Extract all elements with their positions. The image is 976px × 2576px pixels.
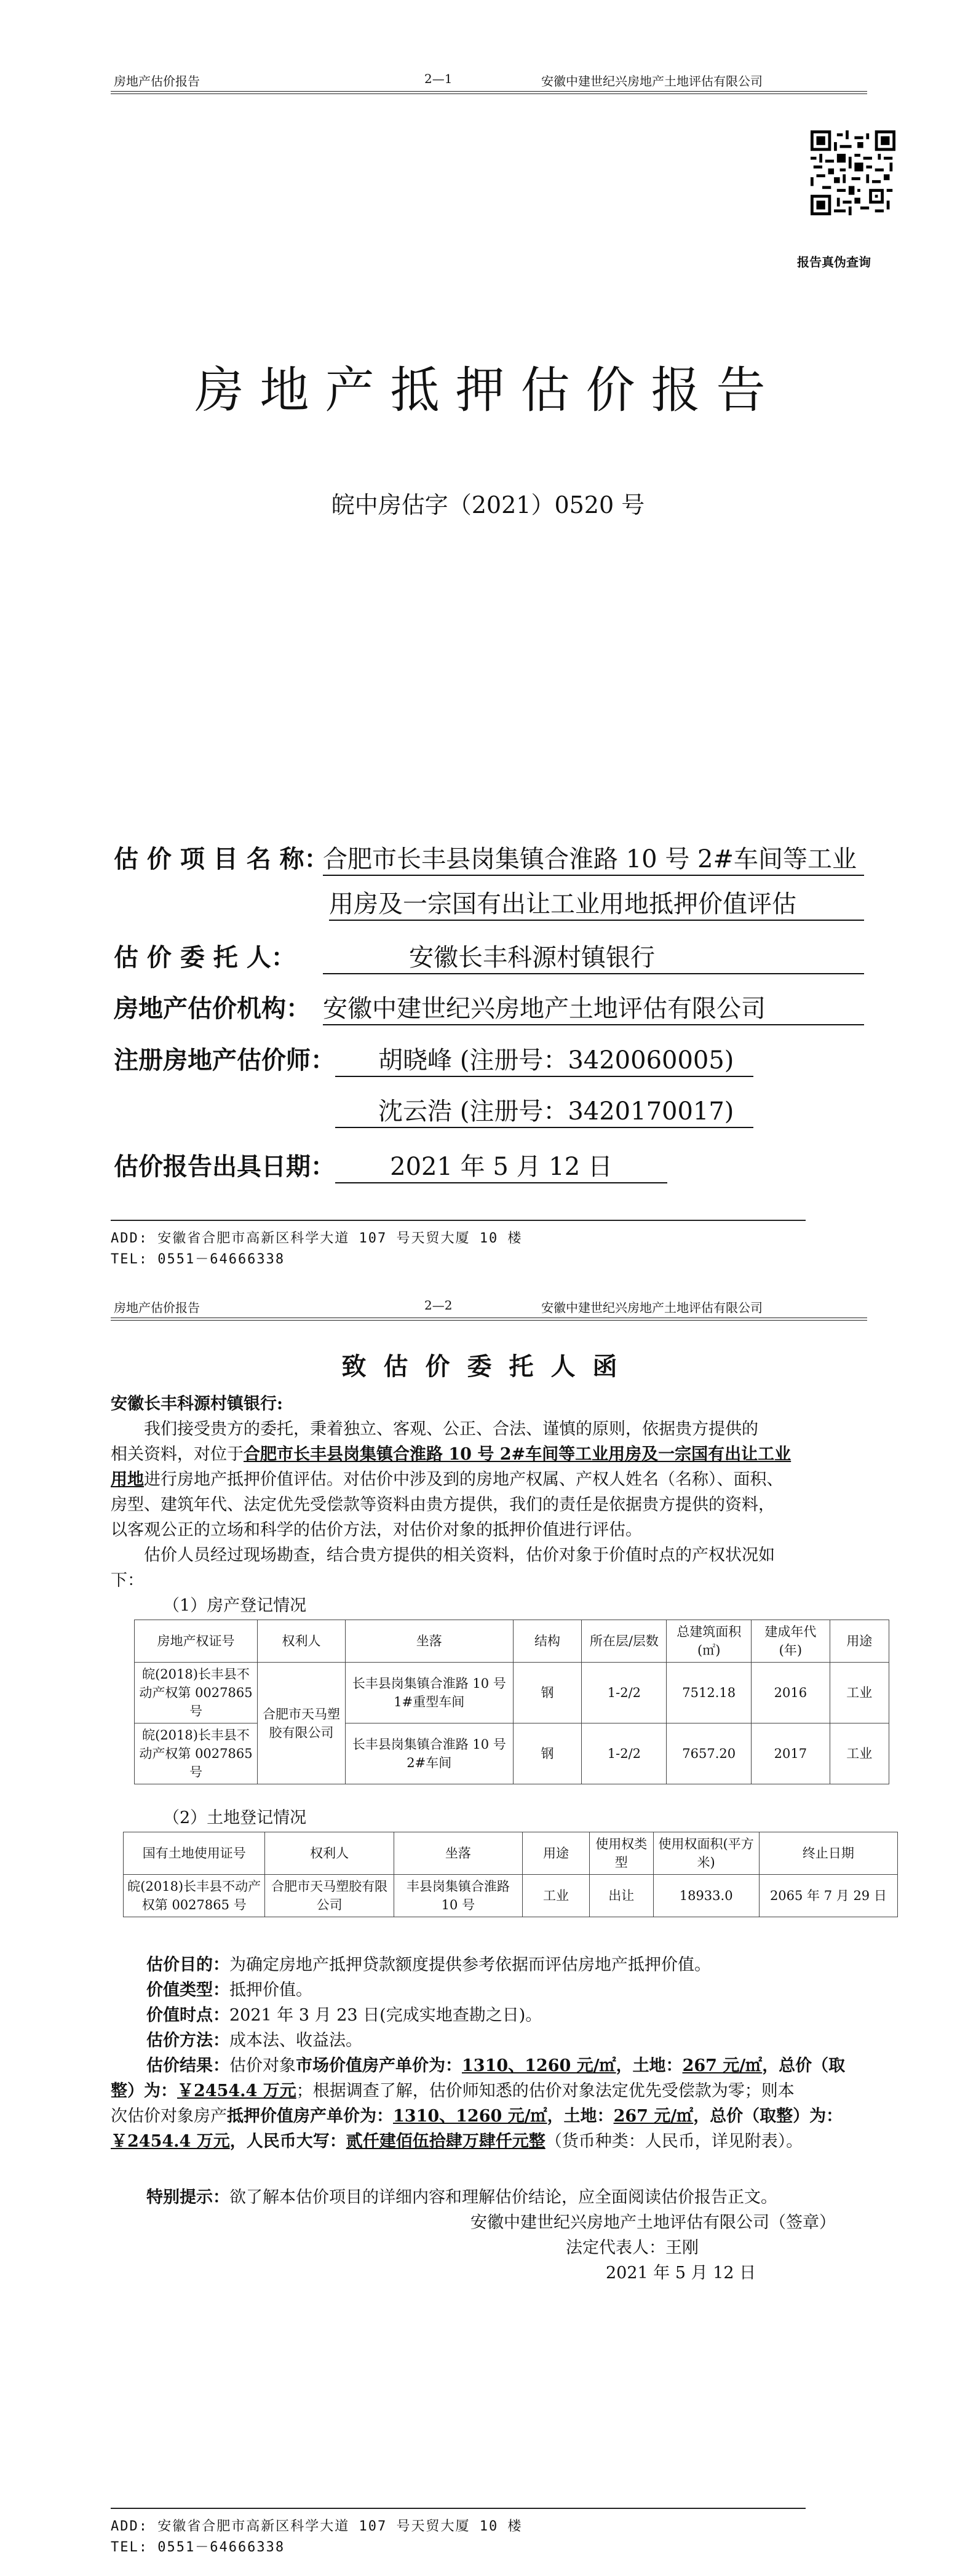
p2-line-b: 下： xyxy=(111,1571,144,1590)
header-divider-thin xyxy=(111,93,867,94)
footer-divider-p2 xyxy=(111,2508,806,2509)
appraiser-1: 胡晓峰 (注册号：3420060005) xyxy=(335,1041,753,1077)
house-registration-table xyxy=(134,1620,889,1784)
project-name-line1: 合肥市长丰县岗集镇合淮路 10 号 2#车间等工业 xyxy=(323,840,864,876)
client-label: 估 价 委 托 人： xyxy=(114,943,296,972)
land-table-header: 国有土地使用证号 权利人 坐落 用途 使用权类型 使用权面积(平方米) 终止日期 xyxy=(124,1832,898,1875)
project-name-line2: 用房及一宗国有出让工业用地抵押价值评估 xyxy=(329,885,864,921)
value-time-line: 价值时点：2021 年 3 月 23 日(完成实地查勘之日)。 xyxy=(146,2006,542,2025)
method-line: 估价方法：成本法、收益法。 xyxy=(146,2031,362,2050)
land-registration-heading: （2）土地登记情况 xyxy=(163,1808,307,1827)
signature-legal-rep: 法定代表人：王刚 xyxy=(566,2238,699,2257)
land-registration-table xyxy=(123,1832,898,1917)
verification-qr-code[interactable] xyxy=(811,130,895,215)
letter-title: 致估价委托人函 xyxy=(341,1352,635,1381)
project-name-label: 估 价 项 目 名 称： xyxy=(114,845,329,873)
result-line-3: 次估价对象房产抵押价值房产单价为：1310、1260 元/㎡，土地：267 元/㎡，总价（取整）为： xyxy=(111,2107,843,2126)
document-number: 皖中房估字（2021）0520 号 xyxy=(331,491,645,519)
purpose-line: 估价目的：为确定房地产抵押贷款额度提供参考依据而评估房地产抵押价值。 xyxy=(146,1955,711,1974)
appraiser-label: 注册房地产估价师： xyxy=(114,1046,335,1075)
p1-line-c: 用地进行房地产抵押价值评估。对估价中涉及到的房地产权属、产权人姓名（名称）、面积、 xyxy=(111,1470,784,1489)
house-registration-heading: （1）房产登记情况 xyxy=(163,1596,307,1615)
signature-company: 安徽中建世纪兴房地产土地评估有限公司（签章） xyxy=(470,2213,836,2232)
house-table-header: 房地产权证号 权利人 坐落 结构 所在层/层数 总建筑面积(㎡) 建成年代(年) 用途 xyxy=(135,1620,889,1663)
agency-label: 房地产估价机构： xyxy=(114,994,311,1023)
appraiser-2: 沈云浩 (注册号：3420170017) xyxy=(335,1092,753,1128)
valuation-details xyxy=(146,1952,897,2053)
p2-line-a: 估价人员经过现场勘查，结合贵方提供的相关资料，估价对象于价值时点的产权状况如 xyxy=(144,1546,775,1565)
result-line-1: 估价结果：估价对象市场价值房产单价为：1310、1260 元/㎡，土地：267 元/㎡，总价（取 xyxy=(146,2056,846,2075)
agency-value: 安徽中建世纪兴房地产土地评估有限公司 xyxy=(323,989,864,1025)
header-report-type-p2: 房地产估价报告 xyxy=(114,1300,200,1315)
p1-line-b: 相关资料，对位于合肥市长丰县岗集镇合淮路 10 号 2#车间等工业用房及一宗国有出让工业 xyxy=(111,1445,792,1464)
value-type-line: 价值类型：抵押价值。 xyxy=(146,1981,312,2000)
footer-address: ADD: 安徽省合肥市高新区科学大道 107 号天贸大厦 10 楼 xyxy=(111,1231,523,1246)
footer-phone-p2: TEL: 0551－64666338 xyxy=(111,2540,285,2555)
header-page-number: 2—1 xyxy=(424,71,453,86)
header-divider xyxy=(111,91,867,92)
report-date-value: 2021 年 5 月 12 日 xyxy=(335,1147,667,1183)
letter-recipient: 安徽长丰科源村镇银行: xyxy=(111,1394,283,1413)
p1-line-d: 房型、建筑年代、法定优先受偿款等资料由贵方提供，我们的责任是依据贵方提供的资料， xyxy=(111,1495,775,1514)
qr-code-label: 报告真伪查询 xyxy=(797,255,871,269)
client-value: 安徽长丰科源村镇银行 xyxy=(323,938,864,974)
table-row: 皖(2018)长丰县不动产权第 0027865 号 长丰县岗集镇合淮路 10 号 2#车间 钢 1-2/2 7657.20 2017 工业 xyxy=(135,1723,889,1784)
table-row: 皖(2018)长丰县不动产权第 0027865 号 合肥市天马塑胶有限公司 丰县岗集镇合淮路 10 号 工业 出让 18933.0 2065 年 7 月 29 日 xyxy=(124,1875,898,1917)
footer-address-p2: ADD: 安徽省合肥市高新区科学大道 107 号天贸大厦 10 楼 xyxy=(111,2519,523,2534)
report-title: 房地产抵押估价报告 xyxy=(194,362,782,419)
header-page-number-p2: 2—2 xyxy=(424,1298,453,1313)
footer-phone: TEL: 0551－64666338 xyxy=(111,1252,285,1267)
header-report-type: 房地产估价报告 xyxy=(114,74,200,89)
letter-paragraph-1 xyxy=(111,1417,886,1593)
footer-divider xyxy=(111,1220,806,1221)
header-company-p2: 安徽中建世纪兴房地产土地评估有限公司 xyxy=(541,1300,763,1315)
header-company: 安徽中建世纪兴房地产土地评估有限公司 xyxy=(541,74,763,89)
signature-date: 2021 年 5 月 12 日 xyxy=(606,2264,756,2283)
result-line-2: 整）为：￥2454.4 万元；根据调查了解，估价师知悉的估价对象法定优先受偿款为零；则本 xyxy=(111,2081,795,2101)
valuation-result xyxy=(111,2053,892,2154)
report-date-label: 估价报告出具日期： xyxy=(114,1152,335,1181)
result-line-4: ￥2454.4 万元，人民币大写：贰仟建佰伍拾肆万肆仟元整（货币种类：人民币，详见附表）。 xyxy=(111,2132,803,2151)
table-row: 皖(2018)长丰县不动产权第 0027865 号 合肥市天马塑胶有限公司 长丰县岗集镇合淮路 10 号 1#重型车间 钢 1-2/2 7512.18 2016 工业 xyxy=(135,1663,889,1723)
header-divider-thin-p2 xyxy=(111,1320,867,1321)
p1-line-a: 我们接受贵方的委托，秉着独立、客观、公正、合法、谨慎的原则，依据贵方提供的 xyxy=(144,1420,758,1439)
special-note: 特别提示：欲了解本估价项目的详细内容和理解估价结论，应全面阅读估价报告正文。 xyxy=(146,2188,777,2207)
p1-line-e: 以客观公正的立场和科学的估价方法，对估价对象的抵押价值进行评估。 xyxy=(111,1521,642,1540)
